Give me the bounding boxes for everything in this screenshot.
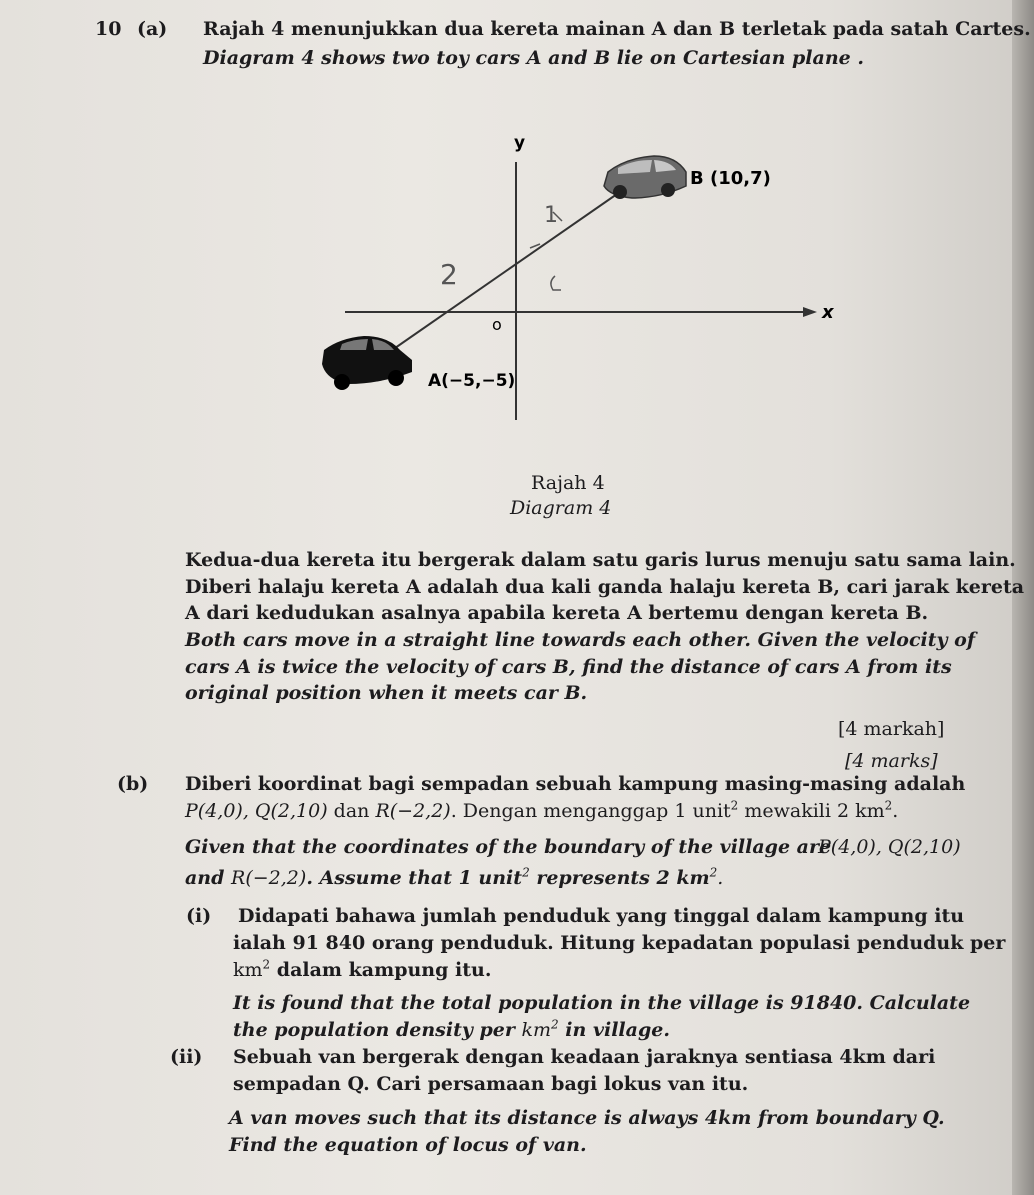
handwritten-two: 2 (440, 258, 458, 291)
sub-i-label: (i) (186, 905, 212, 927)
part-b-ms-line1: Diberi koordinat bagi sempadan sebuah kampung masing-masing adalah (185, 773, 966, 795)
marks-ms: [4 markah] (838, 718, 945, 740)
sub-i-en-1: It is found that the total population in the village is 91840. Calculate (233, 992, 971, 1014)
point-b-label: B (10,7) (690, 168, 771, 189)
part-a-label: (a) (137, 18, 168, 40)
question-number: 10 (95, 18, 122, 40)
point-a-label: A(−5,−5) (428, 371, 516, 391)
y-axis-label: y (514, 133, 526, 153)
part-a-body-en-3: original position when it meets car B. (185, 682, 588, 704)
sub-ii-label: (ii) (170, 1046, 203, 1068)
handwritten-one: 1 (544, 203, 558, 228)
line-ab (385, 185, 630, 355)
sub-ii-en-1: A van moves such that its distance is always 4km from boundary Q. (229, 1107, 945, 1129)
sub-ii-ms-1: Sebuah van bergerak dengan keadaan jaraknya sentiasa 4km dari (233, 1046, 936, 1068)
handwritten-c-mark (551, 276, 561, 290)
diagram-caption-ms: Rajah 4 (531, 472, 605, 494)
part-a-body-ms-2: Diberi halaju kereta A adalah dua kali ganda halaju kereta B, cari jarak kereta (185, 576, 1025, 598)
car-b-icon (604, 156, 686, 199)
car-a-icon (322, 336, 412, 390)
x-axis-arrowhead (803, 307, 817, 317)
sub-ii-en-2: Find the equation of locus of van. (229, 1134, 587, 1156)
part-b-en-coords: P(4,0), Q(2,10) (818, 836, 961, 858)
origin-label: o (492, 315, 502, 334)
sub-i-ms-1: Didapati bahawa jumlah penduduk yang tinggal dalam kampung itu (238, 905, 965, 927)
part-a-body-en-1: Both cars move in a straight line towards each other. Given the velocity of (185, 629, 976, 651)
part-a-line-en: Diagram 4 shows two toy cars A and B lie on Cartesian plane . (203, 47, 864, 69)
part-a-body-en-2: cars A is twice the velocity of cars B, find the distance of cars A from its (185, 656, 952, 678)
part-b-en-line1: Given that the coordinates of the boundary of the village are (185, 836, 832, 858)
part-b-en-line2: and R(−2,2). Assume that 1 unit$^2$ represents 2 $km^2$. (185, 865, 724, 889)
part-a-line-ms: Rajah 4 menunjukkan dua kereta mainan A dan B terletak pada satah Cartes. (203, 18, 1031, 40)
marks-en: [4 marks] (845, 750, 938, 772)
part-a-body-ms-3: A dari kedudukan asalnya apabila kereta A bertemu dengan kereta B. (185, 602, 929, 624)
part-a-body-ms-1: Kedua-dua kereta itu bergerak dalam satu garis lurus menuju satu sama lain. (185, 549, 1016, 571)
part-b-label: (b) (117, 773, 149, 795)
x-axis-label: x (822, 302, 834, 323)
diagram-caption-en: Diagram 4 (510, 497, 612, 519)
part-b-ms-line2: P(4,0), Q(2,10) dan R(−2,2). Dengan menganggap 1 unit$^2$ mewakili 2 $km^2$. (185, 798, 899, 822)
sub-i-ms-3: $km^2$ dalam kampung itu. (233, 957, 492, 981)
sub-ii-ms-2: sempadan Q. Cari persamaan bagi lokus van itu. (233, 1073, 749, 1095)
sub-i-en-2: the population density per $km^2$ in village. (233, 1017, 670, 1041)
sub-i-ms-2: ialah 91 840 orang penduduk. Hitung kepadatan populasi penduduk per (233, 932, 1006, 954)
